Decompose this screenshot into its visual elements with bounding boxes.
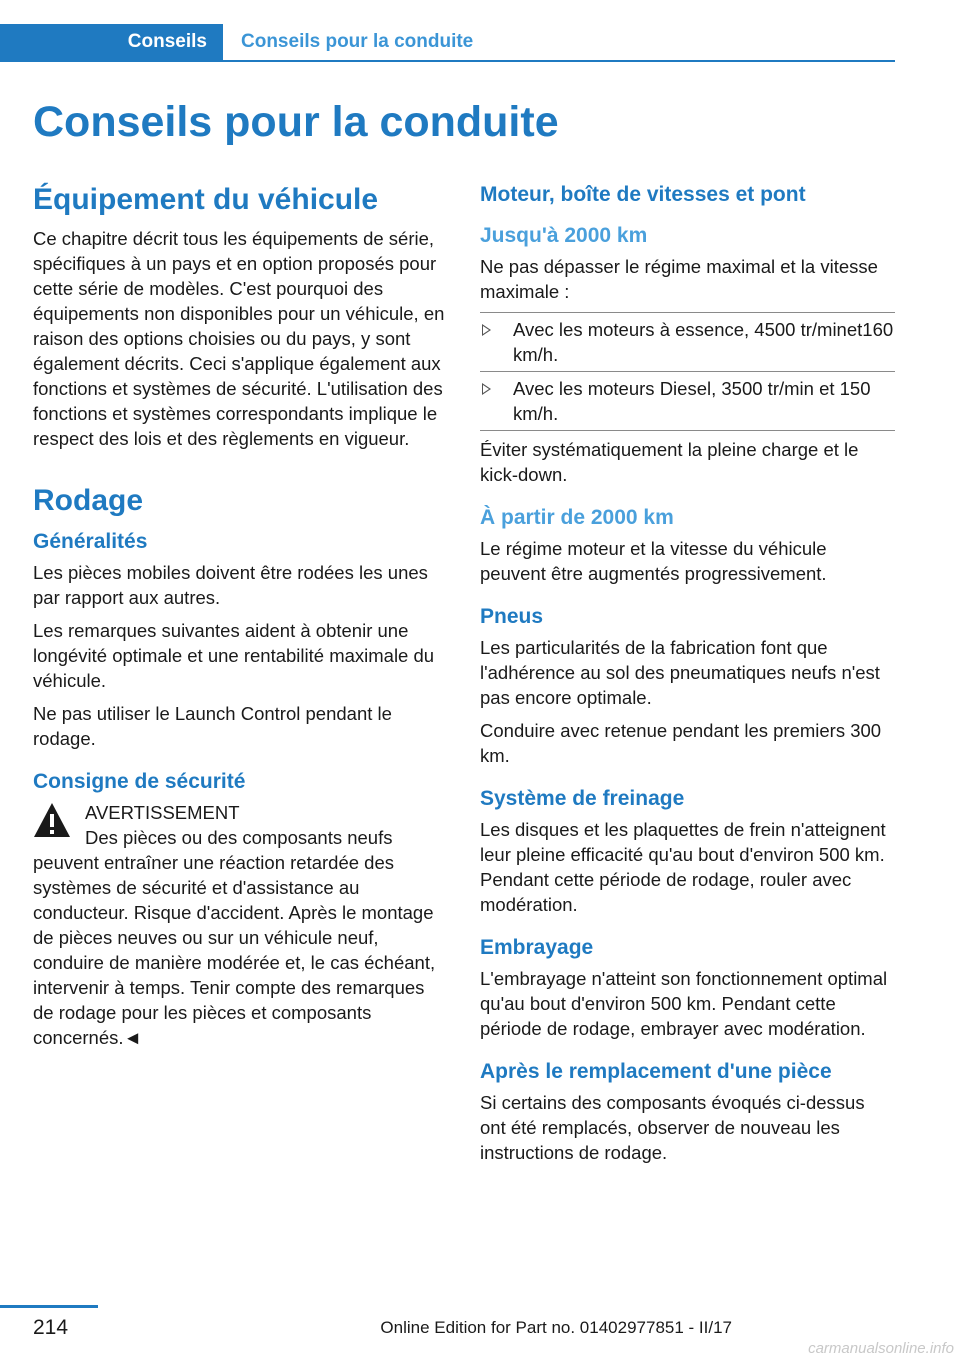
- generalites-paragraph-1: Les pièces mobiles doivent être rodées les unes par rapport aux autres.: [33, 562, 428, 608]
- equipment-text: Ce chapitre décrit tous les équipements de série, spécifiques à un pays et en option proposés pour cette série de modèles. C'est pourquoi des équipements non disponibles pour un véhicule, en raison des options choisies ou du pays, y sont également décrits. Ceci s'applique également aux fonctions et systèmes de sécurité. L'utilisation des fonctions et systèmes correspondants implique le respect des lois et des règlements en vigueur.: [33, 228, 445, 449]
- tab-conseils[interactable]: Conseils: [0, 24, 223, 60]
- left-column: [33, 180, 449, 1058]
- page-title: Conseils pour la conduite: [33, 98, 559, 146]
- list-item: Avec les moteurs Diesel, 3500 tr/min et 150 km/h.: [480, 372, 895, 431]
- generalites-heading: Généralités: [33, 530, 148, 553]
- warning-text: peuvent entraîner une réaction retardée des systèmes de sécurité et d'assistance au conducteur. Risque d'accident. Après le montage de pièces neuves ou sur un véhicule neuf, conduire de manière modérée et, le cas échéant, intervenir à temps. Tenir compte des remarques de rodage pour les pièces et composants concernés.◄: [33, 852, 436, 1048]
- replacement-text: Si certains des composants évoqués ci-dessus ont été remplacés, observer de nouveau les instructions de rodage.: [480, 1092, 865, 1163]
- triangle-right-icon: [482, 324, 491, 336]
- tyres-paragraph-2: Conduire avec retenue pendant les premiers 300 km.: [480, 720, 882, 766]
- list-item: Avec les moteurs à essence, 4500 tr/minet160 km/h.: [480, 313, 895, 372]
- replacement-heading: Après le remplacement d'une pièce: [480, 1060, 832, 1083]
- warning-box: [33, 800, 449, 1050]
- warning-first-line: Des pièces ou des composants neufs: [85, 827, 393, 848]
- tyres-heading: Pneus: [480, 605, 544, 628]
- upto-2000-heading: Jusqu'à 2000 km: [480, 224, 648, 247]
- right-column: [480, 180, 895, 1173]
- breadcrumb[interactable]: Conseils pour la conduite: [241, 31, 474, 52]
- speed-limit-list: [480, 312, 895, 431]
- edition-text: Online Edition for Part no. 01402977851 - II/17: [380, 1318, 732, 1337]
- upto-2000-text: Ne pas dépasser le régime maximal et la vitesse maximale :: [480, 256, 878, 302]
- from-2000-text: Le régime moteur et la vitesse du véhicule peuvent être augmentés progressivement.: [480, 538, 827, 584]
- header-divider: [0, 60, 895, 62]
- equipment-heading: Équipement du véhicule: [33, 183, 379, 216]
- from-2000-heading: À partir de 2000 km: [480, 506, 674, 529]
- watermark: carmanualsonline.info: [808, 1340, 954, 1357]
- clutch-text: L'embrayage n'atteint son fonctionnement optimal qu'au bout d'environ 500 km. Pendant cette période de rodage, embrayer avec modération.: [480, 968, 888, 1039]
- generalites-paragraph-3: Ne pas utiliser le Launch Control pendant le rodage.: [33, 703, 392, 749]
- engine-heading: Moteur, boîte de vitesses et pont: [480, 183, 806, 206]
- warning-label: AVERTISSEMENT: [85, 802, 240, 823]
- header-tabbar: [0, 24, 895, 62]
- brakes-heading: Système de freinage: [480, 787, 685, 810]
- page-number: 214: [33, 1316, 69, 1339]
- brakes-text: Les disques et les plaquettes de frein n'atteignent leur pleine efficacité qu'au bout d'environ 500 km. Pendant cette période de rodage, rouler avec modération.: [480, 819, 886, 915]
- tyres-paragraph-1: Les particularités de la fabrication font que l'adhérence au sol des pneumatiques neufs n'est pas encore optimale.: [480, 637, 880, 708]
- rodage-heading: Rodage: [33, 484, 144, 517]
- generalites-paragraph-2: Les remarques suivantes aident à obtenir une longévité optimale et une rentabilité maximale du véhicule.: [33, 620, 435, 691]
- clutch-heading: Embrayage: [480, 936, 594, 959]
- footer-rule: [0, 1305, 98, 1308]
- triangle-right-icon: [482, 383, 491, 395]
- warning-triangle-icon: [33, 802, 71, 838]
- safety-heading: Consigne de sécurité: [33, 770, 246, 793]
- avoid-text: Éviter systématiquement la pleine charge et le kick-down.: [480, 439, 859, 485]
